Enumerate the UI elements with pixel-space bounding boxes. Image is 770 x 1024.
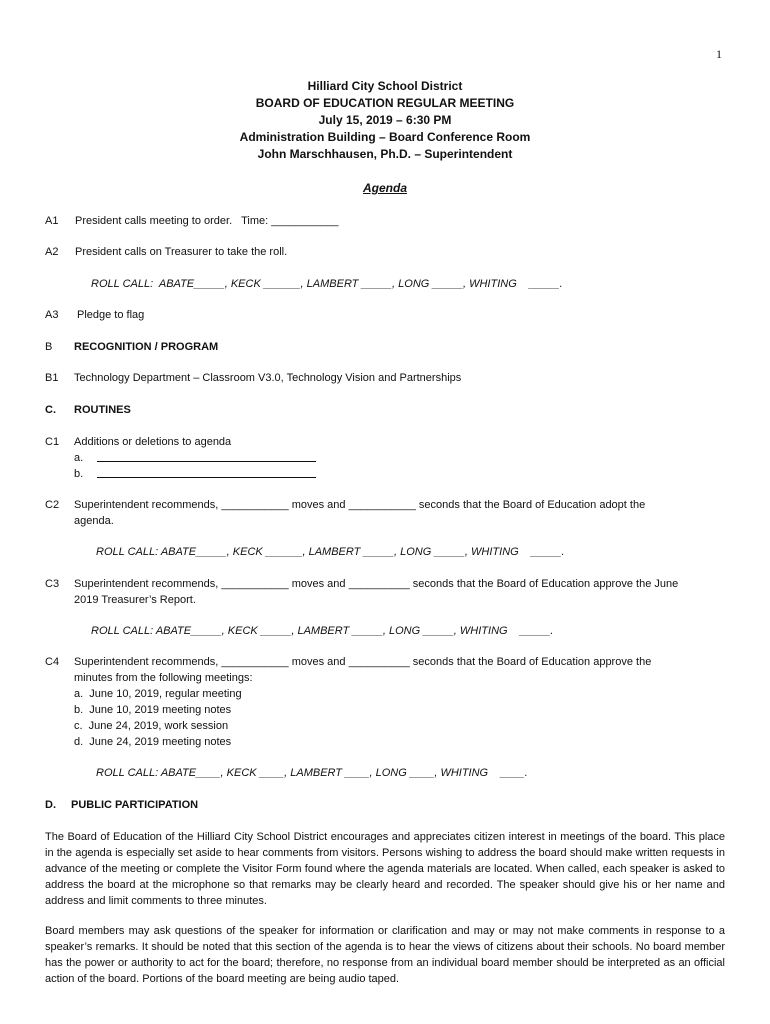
item-c4-line1: Superintendent recommends, ___________ moves and __________ seconds that the Board of Education approve the [74,656,652,668]
item-number-c3: C3 [45,578,60,590]
item-number-d: D. [45,799,56,811]
c4-sub-item: c. June 24, 2019, work session [74,720,229,732]
page-number: 1 [716,47,722,61]
district-name: Hilliard City School District [307,79,463,93]
item-number-b1: B1 [45,372,59,384]
c1-sub-b-label: b. [74,468,84,480]
public-participation-paragraph-2: Board members may ask questions of the speaker for information or clarification and may or may not make comments in response to a speaker’s remarks. It should be noted that this section of the agenda is to hear the views of citizens about their schools. No board member has the power or authority to act for the board; therefore, no response from an individual board member should be interpreted as an official action of the board. Portions of the board meeting are being audio taped. [45,925,725,985]
item-a3-text: Pledge to flag [77,309,145,321]
roll-call-2: ROLL CALL: ABATE_____, KECK ______, LAMBERT _____, LONG _____, WHITING _____. [96,546,565,558]
roll-call-4: ROLL CALL: ABATE____, KECK ____, LAMBERT ____, LONG ____, WHITING ____. [96,767,528,779]
roll-call-1: ROLL CALL: ABATE_____, KECK ______, LAMBERT _____, LONG _____, WHITING _____. [91,278,563,290]
roll-call-3: ROLL CALL: ABATE_____, KECK _____, LAMBERT _____, LONG _____, WHITING _____. [91,625,554,637]
agenda-title: Agenda [362,181,407,195]
c4-sub-item: b. June 10, 2019 meeting notes [74,704,232,716]
item-number-c: C. [45,404,56,416]
item-number-c4: C4 [45,656,60,668]
item-a1-text: President calls meeting to order. Time: ___________ [75,215,339,227]
item-c2-line1: Superintendent recommends, ___________ moves and ___________ seconds that the Board of Education adopt the [74,499,646,511]
item-b1-text: Technology Department – Classroom V3.0, Technology Vision and Partnerships [74,372,462,384]
item-number-b: B [45,341,53,353]
c4-sub-item: a. June 10, 2019, regular meeting [74,688,242,700]
meeting-title: BOARD OF EDUCATION REGULAR MEETING [255,96,515,110]
item-d-heading: PUBLIC PARTICIPATION [71,799,199,811]
item-c4-line2: minutes from the following meetings: [74,672,253,684]
c4-sub-item: d. June 24, 2019 meeting notes [74,736,232,748]
c1-sub-b-blank [97,467,316,478]
item-c-heading: ROUTINES [74,404,131,416]
item-number-c2: C2 [45,499,60,511]
item-number-a3: A3 [45,309,59,321]
item-c1-text: Additions or deletions to agenda [74,436,232,448]
item-number-a2: A2 [45,246,59,258]
item-number-c1: C1 [45,436,60,448]
meeting-location: Administration Building – Board Conference Room [239,130,531,144]
item-a2-text: President calls on Treasurer to take the roll. [75,246,288,258]
meeting-date-time: July 15, 2019 – 6:30 PM [318,113,452,127]
c1-sub-a-label: a. [74,452,84,464]
item-number-a1: A1 [45,215,59,227]
item-b-heading: RECOGNITION / PROGRAM [74,341,219,353]
item-c3-line1: Superintendent recommends, ___________ moves and __________ seconds that the Board of Education approve the June [74,578,679,590]
public-participation-paragraph-1: The Board of Education of the Hilliard City School District encourages and appreciates citizen interest in meetings of the board. This place in the agenda is especially set aside to hear comments from visitors. Persons wishing to address the board should make written requests in advance of the meeting or complete the Visitor Form found where the agenda materials are located. When called, each speaker is asked to address the board at the microphone so that remarks may be clearly heard and recorded. The speaker should give his or her name and address and limit comments to three minutes. [45,831,725,907]
c1-sub-a-blank [97,451,316,462]
item-c2-line2: agenda. [74,515,114,527]
superintendent-name: John Marschhausen, Ph.D. – Superintendent [257,147,513,161]
item-c3-line2: 2019 Treasurer’s Report. [74,594,196,606]
